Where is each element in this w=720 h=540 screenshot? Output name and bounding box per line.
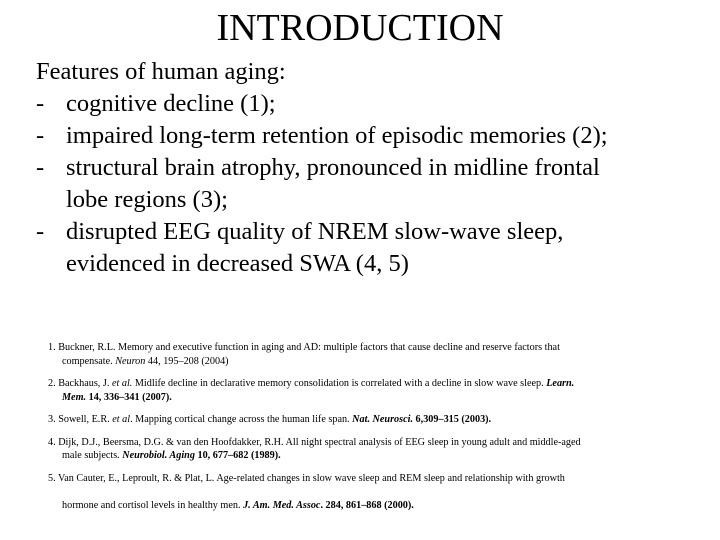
bullet-text — [66, 88, 708, 120]
reference-line — [48, 499, 708, 513]
bullet-line: cognitive decline (1); — [66, 90, 276, 117]
reference-line — [48, 377, 708, 391]
reference-line: 5. Van Cauter, E., Leproult, R. & Plat, L. Age-related changes in slow wave sleep and REM sleep and relationship with growth — [48, 472, 565, 484]
reference-line — [48, 355, 708, 369]
et-al: et al — [112, 414, 131, 425]
bullet-line: evidenced in decreased SWA (4, 5) — [66, 250, 409, 277]
bullet-line: structural brain atrophy, pronounced in midline frontal — [66, 154, 600, 181]
reference-text: 14, 336–341 (2007). — [86, 391, 172, 403]
reference-item — [48, 341, 708, 368]
journal-name: Learn. — [546, 378, 575, 389]
bullet-item — [36, 88, 708, 120]
intro-lead: Features of human aging: — [36, 58, 286, 85]
bullet-line: impaired long-term retention of episodic memories (2); — [66, 122, 608, 149]
reference-item — [48, 413, 708, 427]
intro-section — [36, 56, 708, 280]
et-al: et al. — [111, 378, 133, 389]
journal-name: Neuron — [115, 355, 146, 367]
journal-name: J. Am. Med. Assoc — [243, 500, 321, 511]
journal-name: Mem. — [62, 391, 87, 403]
bullet-text — [66, 120, 708, 152]
bullet-dash: - — [36, 122, 45, 149]
reference-line: 1. Buckner, R.L. Memory and executive function in aging and AD: multiple factors that cause decline and reserve factors that — [48, 342, 560, 353]
reference-text: 2. Backhaus, J. — [48, 378, 112, 389]
reference-line — [48, 413, 708, 427]
bullet-dash: - — [36, 154, 45, 181]
reference-text: hormone and cortisol levels in healthy men. — [62, 500, 244, 511]
journal-name: Neurobiol. Aging — [122, 450, 195, 461]
reference-line — [48, 449, 708, 463]
page-title: INTRODUCTION — [216, 7, 504, 49]
bullet-text — [66, 216, 708, 280]
bullet-dash: - — [36, 218, 45, 245]
reference-item — [48, 377, 708, 404]
reference-text: . 284, 861–868 (2000). — [320, 500, 414, 511]
bullet-dash: - — [36, 90, 45, 117]
reference-text: Midlife decline in declarative memory consolidation is correlated with a decline in slow wave sleep. — [132, 378, 547, 389]
reference-item — [48, 436, 708, 463]
reference-item — [48, 472, 708, 513]
bullet-item — [36, 120, 708, 152]
reference-text: 3. Sowell, E.R. — [48, 414, 113, 425]
bullet-item — [36, 216, 708, 280]
journal-name: Nat. Neurosci. — [352, 414, 413, 425]
reference-text: 44, 195–208 (2004) — [145, 355, 229, 367]
reference-line — [48, 391, 708, 405]
reference-text: 10, 677–682 (1989). — [194, 450, 281, 461]
references-section — [48, 341, 708, 522]
bullet-line: disrupted EEG quality of NREM slow-wave sleep, — [66, 218, 564, 245]
bullet-text — [66, 152, 708, 216]
reference-text: 6,309–315 (2003). — [413, 414, 492, 425]
reference-line: 4. Dijk, D.J., Beersma, D.G. & van den Hoofdakker, R.H. All night spectral analysis of EEG sleep in young adult and middle-aged — [48, 436, 581, 448]
bullet-item — [36, 152, 708, 216]
reference-text: . Mapping cortical change across the human life span. — [130, 414, 353, 425]
reference-text: male subjects. — [62, 450, 123, 461]
bullet-line: lobe regions (3); — [66, 186, 228, 213]
reference-text: compensate. — [62, 355, 116, 367]
